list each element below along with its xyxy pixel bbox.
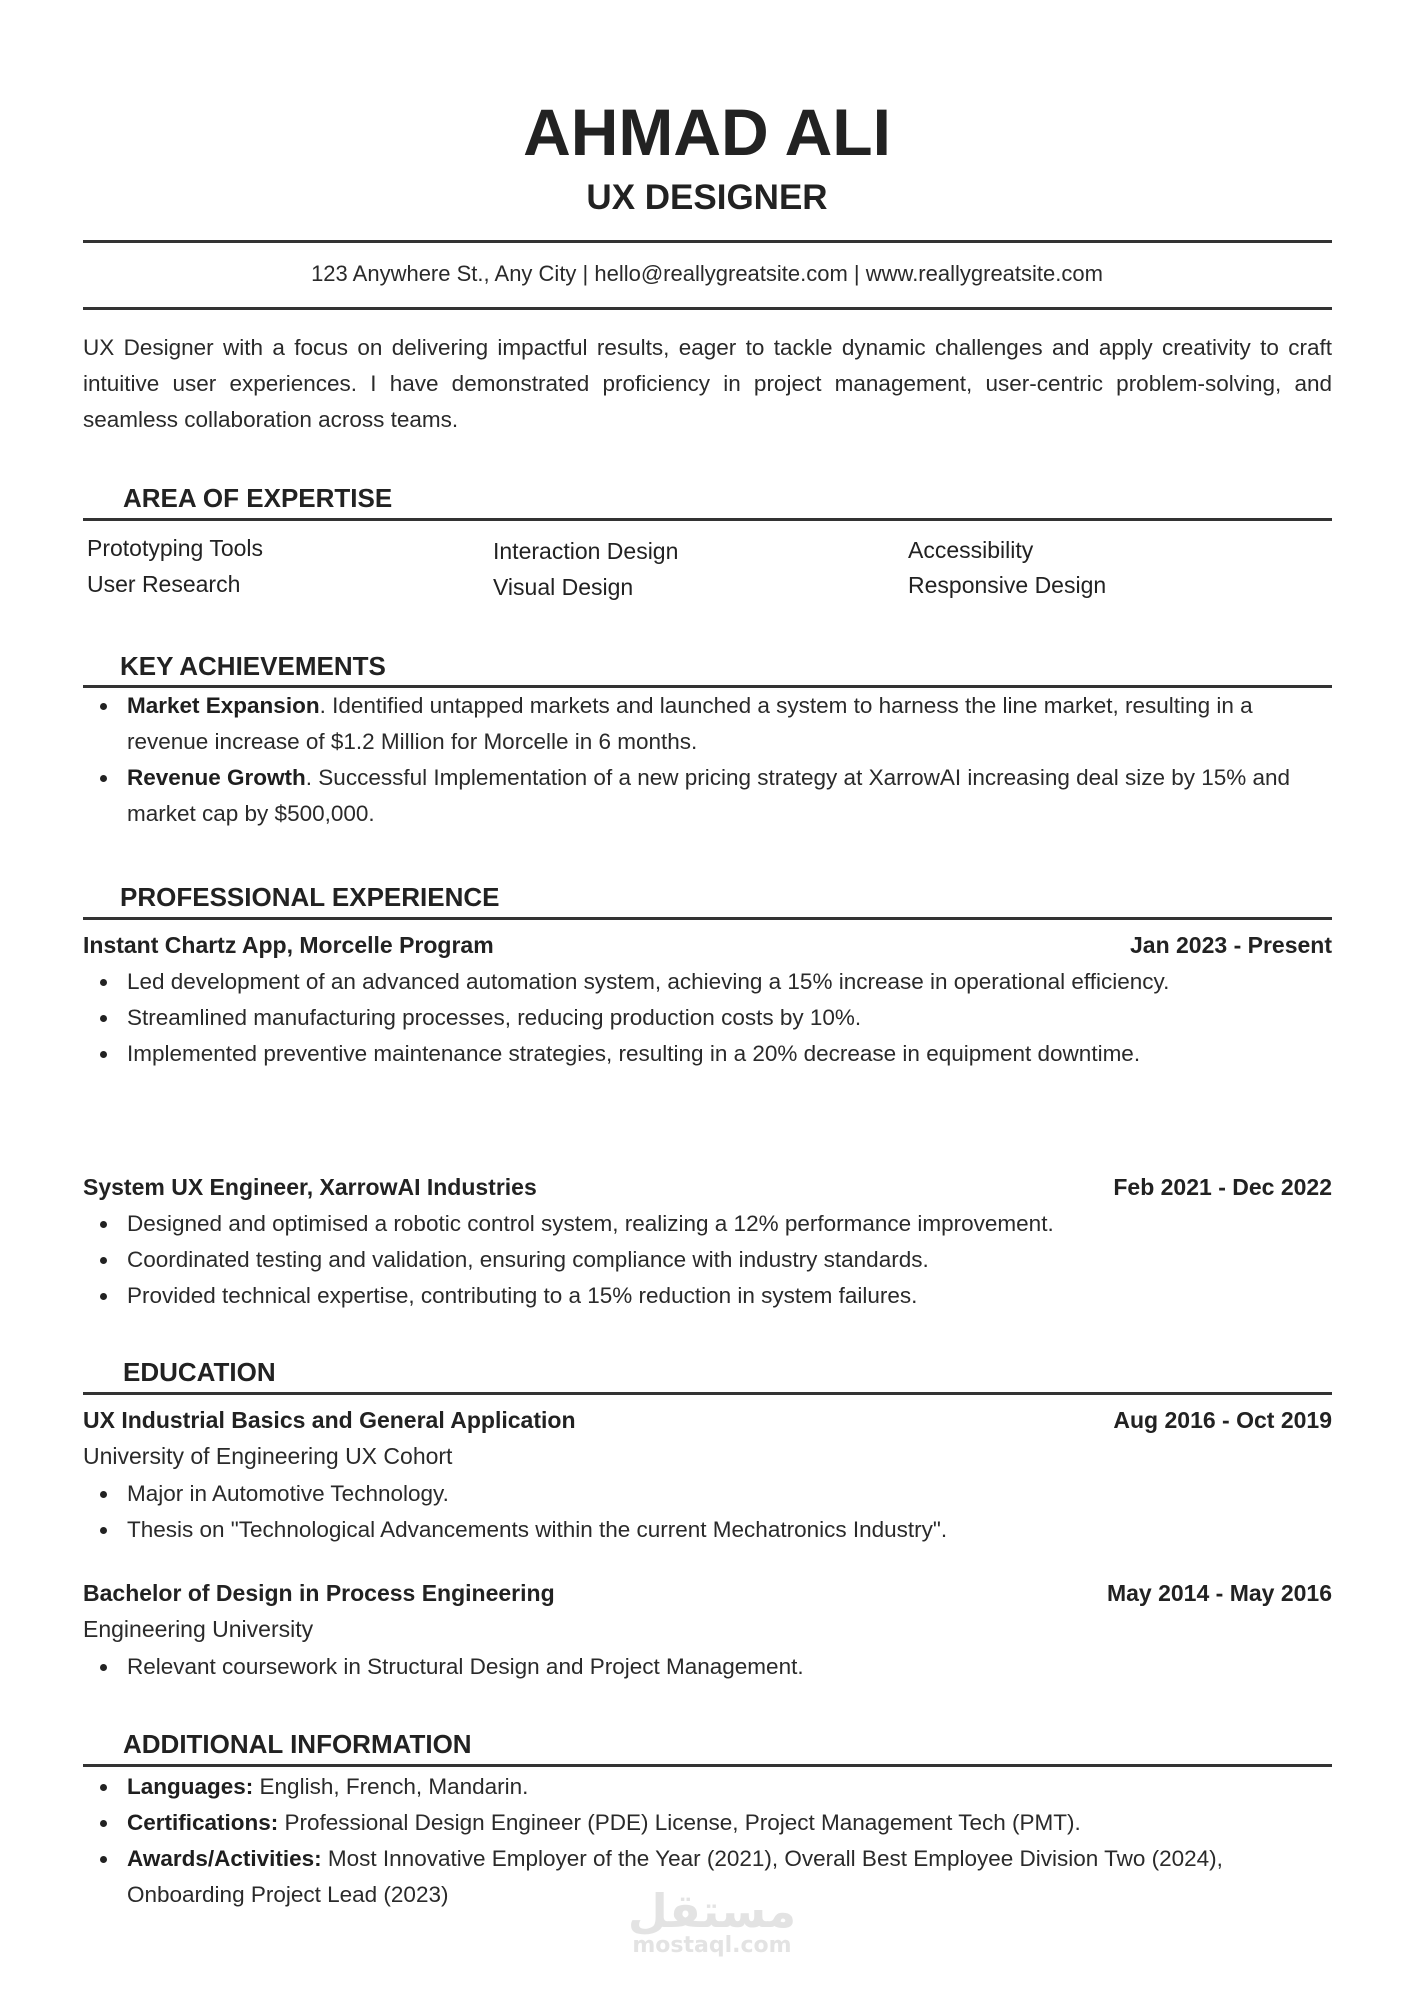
additional-item: Certifications: Professional Design Engineer (PDE) License, Project Management Tech (PMT).	[83, 1805, 1263, 1841]
watermark-arabic-logo: مستقل	[627, 1884, 797, 1938]
expertise-item: User Research	[87, 571, 241, 597]
job-header	[83, 929, 1332, 961]
education-header	[83, 1404, 1332, 1436]
additional-divider	[83, 1764, 1332, 1767]
achievements-list	[83, 688, 1332, 832]
additional-label: Awards/Activities:	[127, 1846, 322, 1871]
expertise-item: Prototyping Tools	[87, 535, 264, 561]
additional-item: Awards/Activities: Most Innovative Employer of the Year (2021), Overall Best Employee Division Two (2024), Onboarding Project Lead (2023)	[83, 1841, 1263, 1913]
achievement-text: Identified untapped markets and launched a system to harness the line market, resulting in a revenue increase of $1.2 Million for Morcelle in 6 months.	[127, 693, 1253, 754]
education-bullets	[83, 1649, 1332, 1685]
achievement-label: Market Expansion	[127, 693, 320, 718]
job-dates: Feb 2021 - Dec 2022	[1113, 1174, 1332, 1200]
header-top-divider	[83, 240, 1332, 243]
section-heading-experience: PROFESSIONAL EXPERIENCE	[120, 882, 500, 912]
expertise-item: Accessibility	[908, 537, 1034, 563]
job-bullet: Designed and optimised a robotic control system, realizing a 12% performance improvement.	[83, 1206, 1332, 1242]
experience-divider	[83, 917, 1332, 920]
bullet-icon	[100, 1221, 107, 1228]
header-bottom-divider	[83, 307, 1332, 310]
bullet-icon	[100, 1257, 107, 1264]
job-header	[83, 1171, 1332, 1203]
bullet-icon	[100, 1856, 107, 1863]
job-bullet: Led development of an advanced automation system, achieving a 15% increase in operational efficiency.	[83, 964, 1223, 1000]
job-bullets	[83, 1206, 1332, 1314]
education-bullet: Major in Automotive Technology.	[83, 1476, 1332, 1512]
job-bullet: Coordinated testing and validation, ensuring compliance with industry standards.	[83, 1242, 1332, 1278]
expertise-item: Visual Design	[493, 574, 634, 600]
achievement-item: Revenue Growth. Successful Implementation of a new pricing strategy at XarrowAI increasing deal size by 15% and market cap by $500,000.	[83, 760, 1332, 832]
degree-dates: May 2014 - May 2016	[1106, 1580, 1332, 1606]
education-bullets	[83, 1476, 1332, 1548]
bullet-icon	[100, 1051, 107, 1058]
bullet-icon	[100, 703, 107, 710]
bullet-icon	[100, 1527, 107, 1534]
bullet-icon	[100, 1293, 107, 1300]
job-title: UX DESIGNER	[586, 178, 828, 217]
job-role: System UX Engineer, XarrowAI Industries	[83, 1174, 537, 1200]
degree-title: Bachelor of Design in Process Engineering	[83, 1580, 555, 1606]
degree-title: UX Industrial Basics and General Application	[83, 1407, 576, 1433]
achievement-text: Successful Implementation of a new pricing strategy at XarrowAI increasing deal size by 15% and market cap by $500,000.	[127, 765, 1291, 826]
contact-line: 123 Anywhere St., Any City | hello@reallygreatsite.com | www.reallygreatsite.com	[311, 261, 1103, 286]
section-heading-achievements: KEY ACHIEVEMENTS	[120, 651, 386, 681]
education-divider	[83, 1392, 1332, 1395]
education-bullet: Thesis on "Technological Advancements within the current Mechatronics Industry".	[83, 1512, 1332, 1548]
expertise-divider	[83, 518, 1332, 521]
additional-item: Languages: English, French, Mandarin.	[83, 1769, 1263, 1805]
job-dates: Jan 2023 - Present	[1129, 932, 1332, 958]
school-name: Engineering University	[83, 1616, 314, 1642]
bullet-icon	[100, 1784, 107, 1791]
section-heading-additional: ADDITIONAL INFORMATION	[123, 1729, 472, 1759]
job-bullet: Provided technical expertise, contributing to a 15% reduction in system failures.	[83, 1278, 1332, 1314]
additional-label: Languages:	[127, 1774, 254, 1799]
job-bullets	[83, 964, 1223, 1072]
watermark-domain: mostaql.com	[632, 1933, 792, 1958]
bullet-icon	[100, 1015, 107, 1022]
degree-dates: Aug 2016 - Oct 2019	[1113, 1407, 1332, 1433]
education-bullet: Relevant coursework in Structural Design and Project Management.	[83, 1649, 1332, 1685]
bullet-icon	[100, 1664, 107, 1671]
expertise-item: Interaction Design	[493, 538, 679, 564]
expertise-item: Responsive Design	[908, 572, 1107, 598]
bullet-icon	[100, 979, 107, 986]
job-role: Instant Chartz App, Morcelle Program	[83, 932, 494, 958]
bullet-icon	[100, 1820, 107, 1827]
bullet-icon	[100, 1491, 107, 1498]
achievement-item: Market Expansion. Identified untapped markets and launched a system to harness the line market, resulting in a revenue increase of $1.2 Million for Morcelle in 6 months.	[83, 688, 1332, 760]
education-header	[83, 1577, 1332, 1609]
school-name: University of Engineering UX Cohort	[83, 1443, 453, 1469]
section-heading-education: EDUCATION	[123, 1357, 276, 1387]
job-bullet: Implemented preventive maintenance strategies, resulting in a 20% decrease in equipment downtime.	[83, 1036, 1223, 1072]
profile-summary: UX Designer with a focus on delivering impactful results, eager to tackle dynamic challenges and apply creativity to craft intuitive user experiences. I have demonstrated proficiency in project management, user-centric problem-solving, and seamless collaboration across teams.	[83, 335, 1332, 432]
job-bullet: Streamlined manufacturing processes, reducing production costs by 10%.	[83, 1000, 1223, 1036]
section-heading-expertise: AREA OF EXPERTISE	[123, 483, 393, 513]
additional-label: Certifications:	[127, 1810, 279, 1835]
candidate-name: AHMAD ALI	[523, 95, 891, 169]
bullet-icon	[100, 775, 107, 782]
mostaql-watermark	[620, 1884, 804, 1958]
achievement-label: Revenue Growth	[127, 765, 306, 790]
